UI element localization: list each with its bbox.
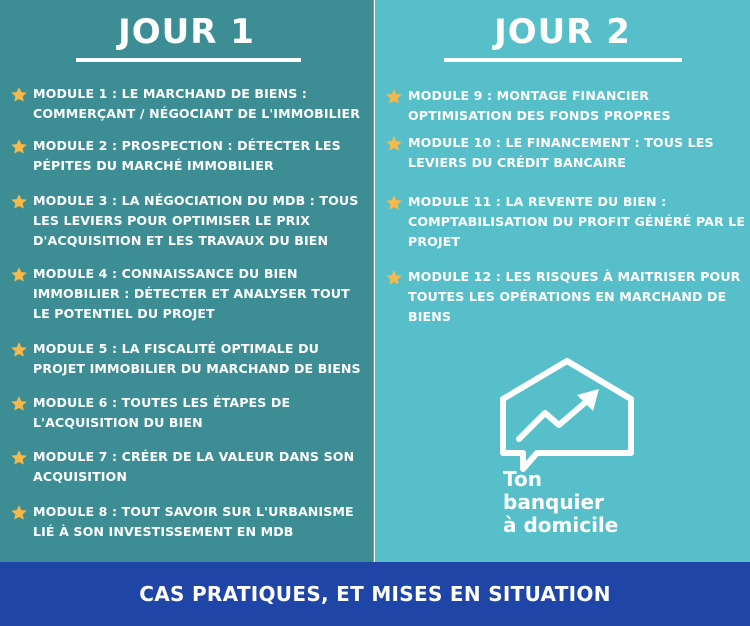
- module-item: [385, 133, 746, 173]
- module-text: MODULE 10 : LE FINANCEMENT : TOUS LES LEVIERS DU CRÉDIT BANCAIRE: [408, 135, 714, 170]
- star-icon: [10, 341, 28, 359]
- module-item: [10, 339, 369, 379]
- module-text: MODULE 9 : MONTAGE FINANCIER OPTIMISATION DES FONDS PROPRES: [408, 88, 671, 123]
- star-icon: [10, 86, 28, 104]
- star-icon: [10, 395, 28, 413]
- module-item: [10, 502, 369, 542]
- module-item: [10, 447, 369, 487]
- module-item: [10, 136, 369, 176]
- star-icon: [10, 449, 28, 467]
- day1-column: [0, 0, 374, 562]
- star-icon: [10, 193, 28, 211]
- module-item: [10, 393, 369, 433]
- star-icon: [10, 138, 28, 156]
- day2-title: JOUR 2: [494, 12, 631, 52]
- star-icon: [385, 135, 403, 153]
- module-item: [10, 191, 369, 251]
- star-icon: [10, 266, 28, 284]
- day1-title: JOUR 1: [118, 12, 255, 52]
- day1-title-underline: [76, 58, 301, 62]
- module-item: [10, 264, 369, 324]
- star-icon: [385, 88, 403, 106]
- footer-banner: [0, 562, 750, 626]
- module-item: [385, 86, 746, 126]
- logo-text: [503, 468, 618, 537]
- module-item: [385, 267, 746, 327]
- day2-title-underline: [444, 58, 682, 62]
- day2-column: [375, 0, 750, 562]
- star-icon: [385, 269, 403, 287]
- module-text: MODULE 1 : LE MARCHAND DE BIENS : COMMERÇANT / NÉGOCIANT DE L'IMMOBILIER: [33, 86, 361, 121]
- footer-text: CAS PRATIQUES, ET MISES EN SITUATION: [139, 582, 611, 606]
- module-item: [10, 84, 369, 124]
- module-text: MODULE 3 : LA NÉGOCIATION DU MDB : TOUS LES LEVIERS POUR OPTIMISER LE PRIX D'ACQUISITION ET LES TRAVAUX DU BIEN: [33, 193, 359, 248]
- module-text: MODULE 5 : LA FISCALITÉ OPTIMALE DU PROJET IMMOBILIER DU MARCHAND DE BIENS: [33, 341, 361, 376]
- logo-line-3: à domicile: [503, 513, 619, 537]
- star-icon: [10, 504, 28, 522]
- module-text: MODULE 8 : TOUT SAVOIR SUR L'URBANISME LIÉ À SON INVESTISSEMENT EN MDB: [33, 504, 354, 539]
- module-text: MODULE 12 : LES RISQUES À MAITRISER POUR TOUTES LES OPÉRATIONS EN MARCHAND DE BIENS: [408, 269, 741, 324]
- module-text: MODULE 6 : TOUTES LES ÉTAPES DE L'ACQUISITION DU BIEN: [33, 395, 291, 430]
- module-text: MODULE 4 : CONNAISSANCE DU BIEN IMMOBILIER : DÉTECTER ET ANALYSER TOUT LE POTENTIEL DU PROJET: [33, 266, 350, 321]
- logo-line-1: Ton: [503, 467, 542, 491]
- logo-line-2: banquier: [503, 490, 604, 514]
- star-icon: [385, 194, 403, 212]
- module-text: MODULE 11 : LA REVENTE DU BIEN : COMPTABILISATION DU PROFIT GÉNÉRÉ PAR LE PROJET: [408, 194, 746, 249]
- module-text: MODULE 7 : CRÉER DE LA VALEUR DANS SON ACQUISITION: [33, 449, 355, 484]
- module-item: [385, 192, 746, 252]
- module-text: MODULE 2 : PROSPECTION : DÉTECTER LES PÉPITES DU MARCHÉ IMMOBILIER: [33, 138, 341, 173]
